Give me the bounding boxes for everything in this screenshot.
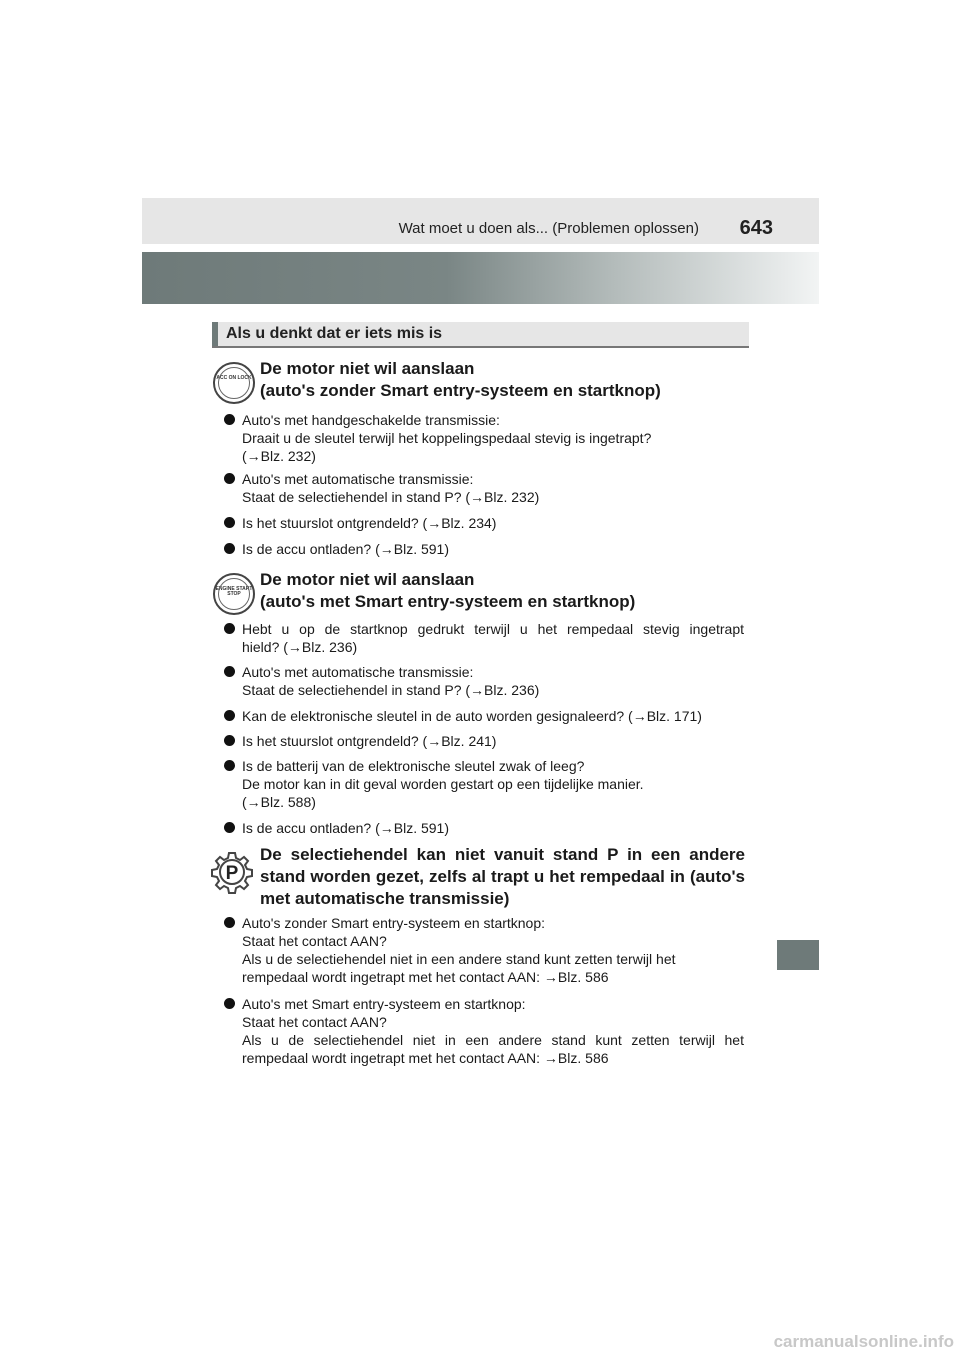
subsection-title: De motor niet wil aanslaan (auto's met Smart entry-systeem en startknop) [260,570,636,611]
engine-start-stop-button-icon [213,573,255,615]
page-header [142,198,819,244]
list-item: Auto's met Smart entry-systeem en startknop: Staat het contact AAN? Als u de selectiehendel niet in een andere stand kunt zetten terwijl het rempedaal wordt ingetrapt met het contact AAN: →Blz. 586 [222,995,744,1067]
list-item: Is de accu ontladen? (→Blz. 591) [222,819,744,837]
list-item: Auto's met handgeschakelde transmissie: Draait u de sleutel terwijl het koppelingspedaal stevig is ingetrapt? (→Blz. 232) [222,411,744,465]
subsection-title: De selectiehendel kan niet vanuit stand P in een andere stand worden gezet, zelfs al trapt u het rempedaal in (auto's met automatische transmissie) [260,845,745,908]
engine-start-stop-label: ENGINE START STOP [215,586,253,597]
list-item: Is het stuurslot ontgrendeld? (→Blz. 234) [222,514,744,532]
list-item: Auto's zonder Smart entry-systeem en startknop: Staat het contact AAN? Als u de selectiehendel niet in een andere stand kunt zetten terwijl het rempedaal wordt ingetrapt met het contact AAN: →Blz. 586 [222,914,744,986]
chapter-banner [142,252,819,304]
list-item: Is het stuurslot ontgrendeld? (→Blz. 241) [222,732,744,750]
chapter-side-tab [777,940,819,970]
watermark: carmanualsonline.info [773,1332,954,1351]
section-heading [212,322,749,348]
gear-p-icon [210,850,254,894]
ignition-key-icon [213,362,255,404]
list-item: Auto's met automatische transmissie: Staat de selectiehendel in stand P? (→Blz. 232) [222,470,744,506]
section-title: Als u denkt dat er iets mis is [226,325,443,342]
page-number: 643 [739,217,773,239]
gear-p-label: P [225,863,239,884]
list-item: Auto's met automatische transmissie: Staat de selectiehendel in stand P? (→Blz. 236) [222,663,744,699]
list-item: Kan de elektronische sleutel in de auto worden gesignaleerd? (→Blz. 171) [222,707,744,725]
list-item: Is de accu ontladen? (→Blz. 591) [222,540,744,558]
subsection-title: De motor niet wil aanslaan (auto's zonder Smart entry-systeem en startknop) [260,359,661,400]
ignition-key-label: ACC ON LOCK [216,375,252,381]
list-item: Hebt u op de startknop gedrukt terwijl u het rempedaal stevig ingetrapt hield? (→Blz. 236) [222,620,744,656]
header-title: Wat moet u doen als... (Problemen oplossen) [398,220,699,237]
list-item: Is de batterij van de elektronische sleutel zwak of leeg? De motor kan in dit geval worden gestart op een tijdelijke manier. (→Blz. 588) [222,757,744,811]
